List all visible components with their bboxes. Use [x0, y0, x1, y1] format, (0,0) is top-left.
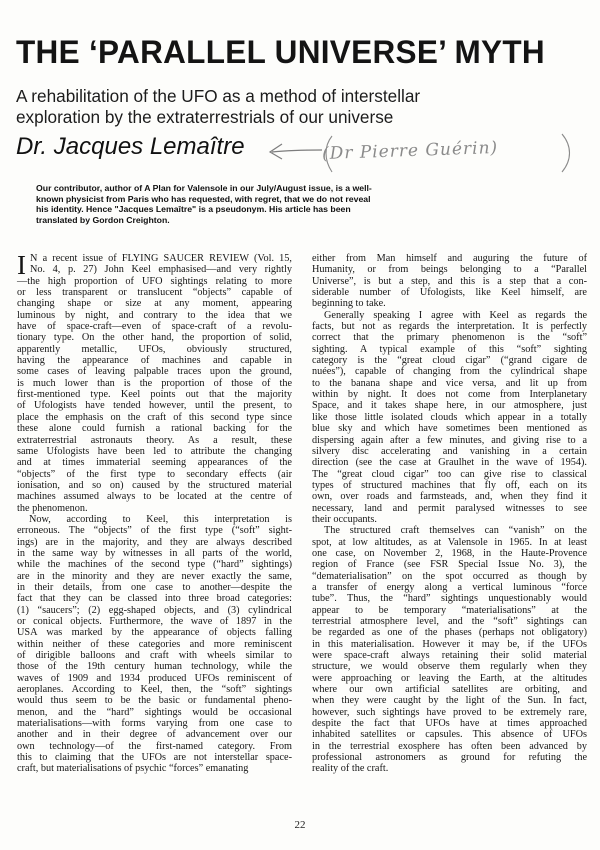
text-line: blue sky and which have sometimes been mentioned as [312, 423, 587, 435]
left-column [17, 250, 292, 775]
text-line: either from Man himself and auguring the future of [312, 253, 587, 264]
author-byline: Dr. Jacques Lemaître [16, 133, 245, 160]
text-line: having the appearance of machines and capable in [17, 355, 292, 367]
text-line: same Ufologists have been led to attribute the changing [17, 445, 292, 457]
text-line: own technology—of the first-named category. From [17, 740, 292, 752]
text-line: dispersing again after a few minutes, and giving rise to a [312, 434, 587, 446]
text-line: USA was marked by the appearance of objects falling [17, 627, 292, 639]
text-line: ionisation, and so on) caused by the structured material [17, 479, 292, 491]
text-line: tionary type. On the other hand, the proportion of solid, [17, 332, 292, 344]
handwritten-note: (Dr Pierre Guérin) [321, 137, 499, 165]
text-line: first-mentioned type. Keel points out that the majority [17, 389, 292, 401]
text-line: aeroplanes. According to Keel, then, the “soft” sightings [17, 684, 292, 696]
text-line: those of the 19th century human technology, while the [17, 661, 292, 673]
text-line: facts, but not as regards the interpretation. It is perfectly [312, 321, 587, 333]
text-line: necessary, land and permit paralysed witnesses to see [312, 502, 587, 514]
text-line: in the terrestrial exosphere has often been advanced by [312, 740, 587, 752]
text-line: the phenomenon. [17, 502, 88, 514]
article-subtitle [16, 86, 586, 128]
text-line: another and in their degree of advancement over our [17, 729, 292, 741]
text-line: terrestrial atmosphere level, and the “soft” sightings can [312, 616, 587, 627]
text-line: and at times immaterial seeming appearances of the [17, 457, 292, 469]
text-line: appear to be temporary “materialisations” at the [312, 604, 587, 616]
drop-cap: I [17, 250, 26, 280]
text-line: their occupants. [312, 513, 377, 525]
text-line: types of structured machines that fly off, each on its [312, 479, 587, 491]
text-line: a transfer of energy along a vertical luminous “force [312, 581, 587, 593]
page-number: 22 [294, 819, 306, 831]
text-line: one case, on November 2, 1968, in the Haute-Provence [312, 547, 587, 559]
intro-line: translated by Gordon Creighton. [36, 214, 170, 225]
subtitle-line: A rehabilitation of the UFO as a method of interstellar [16, 86, 421, 106]
text-line: have of space-craft—even of space-craft of a revolu- [17, 321, 292, 333]
text-line: The structured craft themselves can “vanish” on the [324, 525, 587, 537]
text-line: waves of 1909 and 1934 produced UFOs reminiscent of [17, 672, 292, 684]
intro-line: his identity. Hence "Jacques Lemaître" is a pseudonym. His article has been [36, 204, 351, 215]
text-line: to the banana shape and vice versa, and lit up from [312, 377, 587, 389]
text-line: inhabited satellites or capsules. This absence of UFOs [312, 729, 587, 741]
text-line: within by night. It does not come from Interplanetary [312, 389, 587, 401]
text-line: Humanity, or from beings belonging to a “Parallel [312, 264, 587, 276]
text-line: region of France (see FSR Special Issue No. 3), the [312, 559, 587, 571]
text-line: place the emphasis on the craft of this second type since [17, 411, 292, 423]
text-line: own, over roads and farmsteads, and, when they find it [312, 491, 587, 503]
text-line: craft, but materialisations of psychic “forces” emanating [17, 763, 249, 775]
text-line: where our own artificial satellites are orbiting, and [312, 684, 587, 696]
article-title: THE ‘PARALLEL UNIVERSE’ MYTH [16, 34, 545, 70]
text-line: menon, and the “hard” sightings would be occasional [17, 706, 292, 718]
text-line: “objects” of the first type to secondary effects (air [17, 468, 292, 480]
text-line: extraterrestrial astronauts theory. As a result, these [17, 434, 292, 446]
text-line: sighting. A typical example of this “soft” sighting [312, 343, 587, 355]
text-line: in their details, from one case to another—despite the [17, 581, 292, 593]
text-line: siderable number of Ufologists, like Keel himself, are [312, 287, 587, 299]
text-line: while the machines of the second type (“hard” sightings) [17, 559, 292, 571]
text-line: of dirigible balloons and craft with wheels similar to [17, 650, 292, 662]
text-line: changing shape or size at any moment, appearing [17, 298, 292, 310]
text-line: within neither of these categories and more reminiscent [17, 638, 292, 650]
text-line: of Ufologists have tended however, until the present, to [17, 400, 292, 412]
text-line: “dematerialisation” on the spot occurred as though by [312, 570, 587, 582]
text-line: materialisations—with forms varying from one case to [17, 718, 292, 730]
text-line: tube”. Thus, the “hard” sightings unquestionably would [312, 593, 587, 605]
text-line: structure, we would observe them regularly when they [312, 661, 587, 673]
text-line: silvery disc accelerating and vanishing in a certain [312, 445, 587, 457]
text-line: spot, at low altitudes, as at Valensole in 1965. In at least [312, 536, 587, 548]
right-column [312, 253, 587, 775]
text-line: despite the fact that UFOs have at times approached [312, 718, 587, 730]
text-line: direction (see the case at Graulhet in the wave of 1954). [312, 457, 587, 469]
text-line: these alone could furnish a rational backing for the [17, 423, 292, 435]
text-line: be regarded as one of the phases (perhaps not obligatory) [312, 627, 587, 639]
text-line: when they were caught by the light of the Sun. In fact, [312, 695, 587, 707]
text-line: fact that they can be classed into three broad categories: [17, 593, 292, 605]
text-line: (1) “saucers”; (2) egg-shaped objects, and (3) cylindrical [17, 604, 292, 616]
text-line: were space-craft always retaining their solid material [312, 650, 587, 662]
text-line: reality of the craft. [312, 763, 389, 775]
text-line: ings) are in the majority, and they are always described [17, 536, 292, 548]
text-line: correct that the primary phenomenon is the “soft” [312, 332, 587, 344]
text-line: is much lower than is the proportion of those of the [17, 377, 292, 389]
text-line: beginning to take. [312, 298, 386, 310]
text-line: Universe”, is but a step, and this is a step that a con- [312, 275, 587, 287]
text-line: The “great cloud cigar” too can give rise to classical [312, 468, 587, 480]
text-line: were approaching or leaving the Earth, at the altitudes [312, 672, 587, 684]
text-line: Space, and it takes shape here, in our atmosphere, just [312, 400, 587, 412]
subtitle-line: exploration by the extraterrestrials of our universe [16, 107, 394, 127]
text-line: are in the minority and they are never exactly the same, [17, 570, 292, 582]
text-line: erroneous. The “objects” of the first type (“soft” sight- [17, 525, 292, 537]
text-line: some cases of leaving palpable traces upon the ground, [17, 366, 292, 378]
editor-intro [36, 183, 584, 225]
text-line: machines assumed always to be located at the centre of [17, 491, 292, 503]
text-line: Generally speaking I agree with Keel as regards the [324, 309, 587, 321]
text-line: professional astronomers as ground for refuting the [312, 752, 587, 764]
text-line: like those little isolated clouds which appear in a totally [312, 411, 587, 423]
text-line: would thus seem to be the basic or fundamental pheno- [17, 695, 292, 707]
intro-line: Our contributor, author of A Plan for Valensole in our July/August issue, is a well- [36, 183, 372, 193]
text-line: nuées”), capable of changing from the cylindrical shape [312, 366, 587, 378]
text-line: or less transparent or translucent “objects” capable of [17, 287, 292, 299]
text-line: in this materialisation. However it may be, if the UFOs [312, 638, 587, 650]
intro-line: known physicist from Paris who has requested, with regret, that we do not reveal [36, 193, 371, 204]
text-line: N a recent issue of FLYING SAUCER REVIEW (Vol. 15, [30, 253, 292, 264]
text-line: this to claiming that the UFOs are not interstellar space- [17, 752, 292, 764]
text-line: Now, according to Keel, this interpretation is [29, 513, 292, 525]
text-line: —the high proportion of UFO sightings relating to more [17, 275, 292, 287]
text-line: however, such sightings have proved to be extremely rare, [312, 706, 587, 718]
text-line: apparently metallic, UFOs, obviously structured, [17, 343, 292, 355]
text-line: category is the “great cloud cigar” (“grand cigare de [312, 355, 587, 367]
text-line: luminous by night, and contrary to the idea that we [17, 309, 292, 321]
text-line: or conical objects. Furthermore, the wave of 1897 in the [17, 616, 292, 627]
text-line: No. 4, p. 27) John Keel emphasised—and very rightly [30, 264, 292, 276]
text-line: in the same way by witnesses in all parts of the world, [17, 547, 292, 559]
